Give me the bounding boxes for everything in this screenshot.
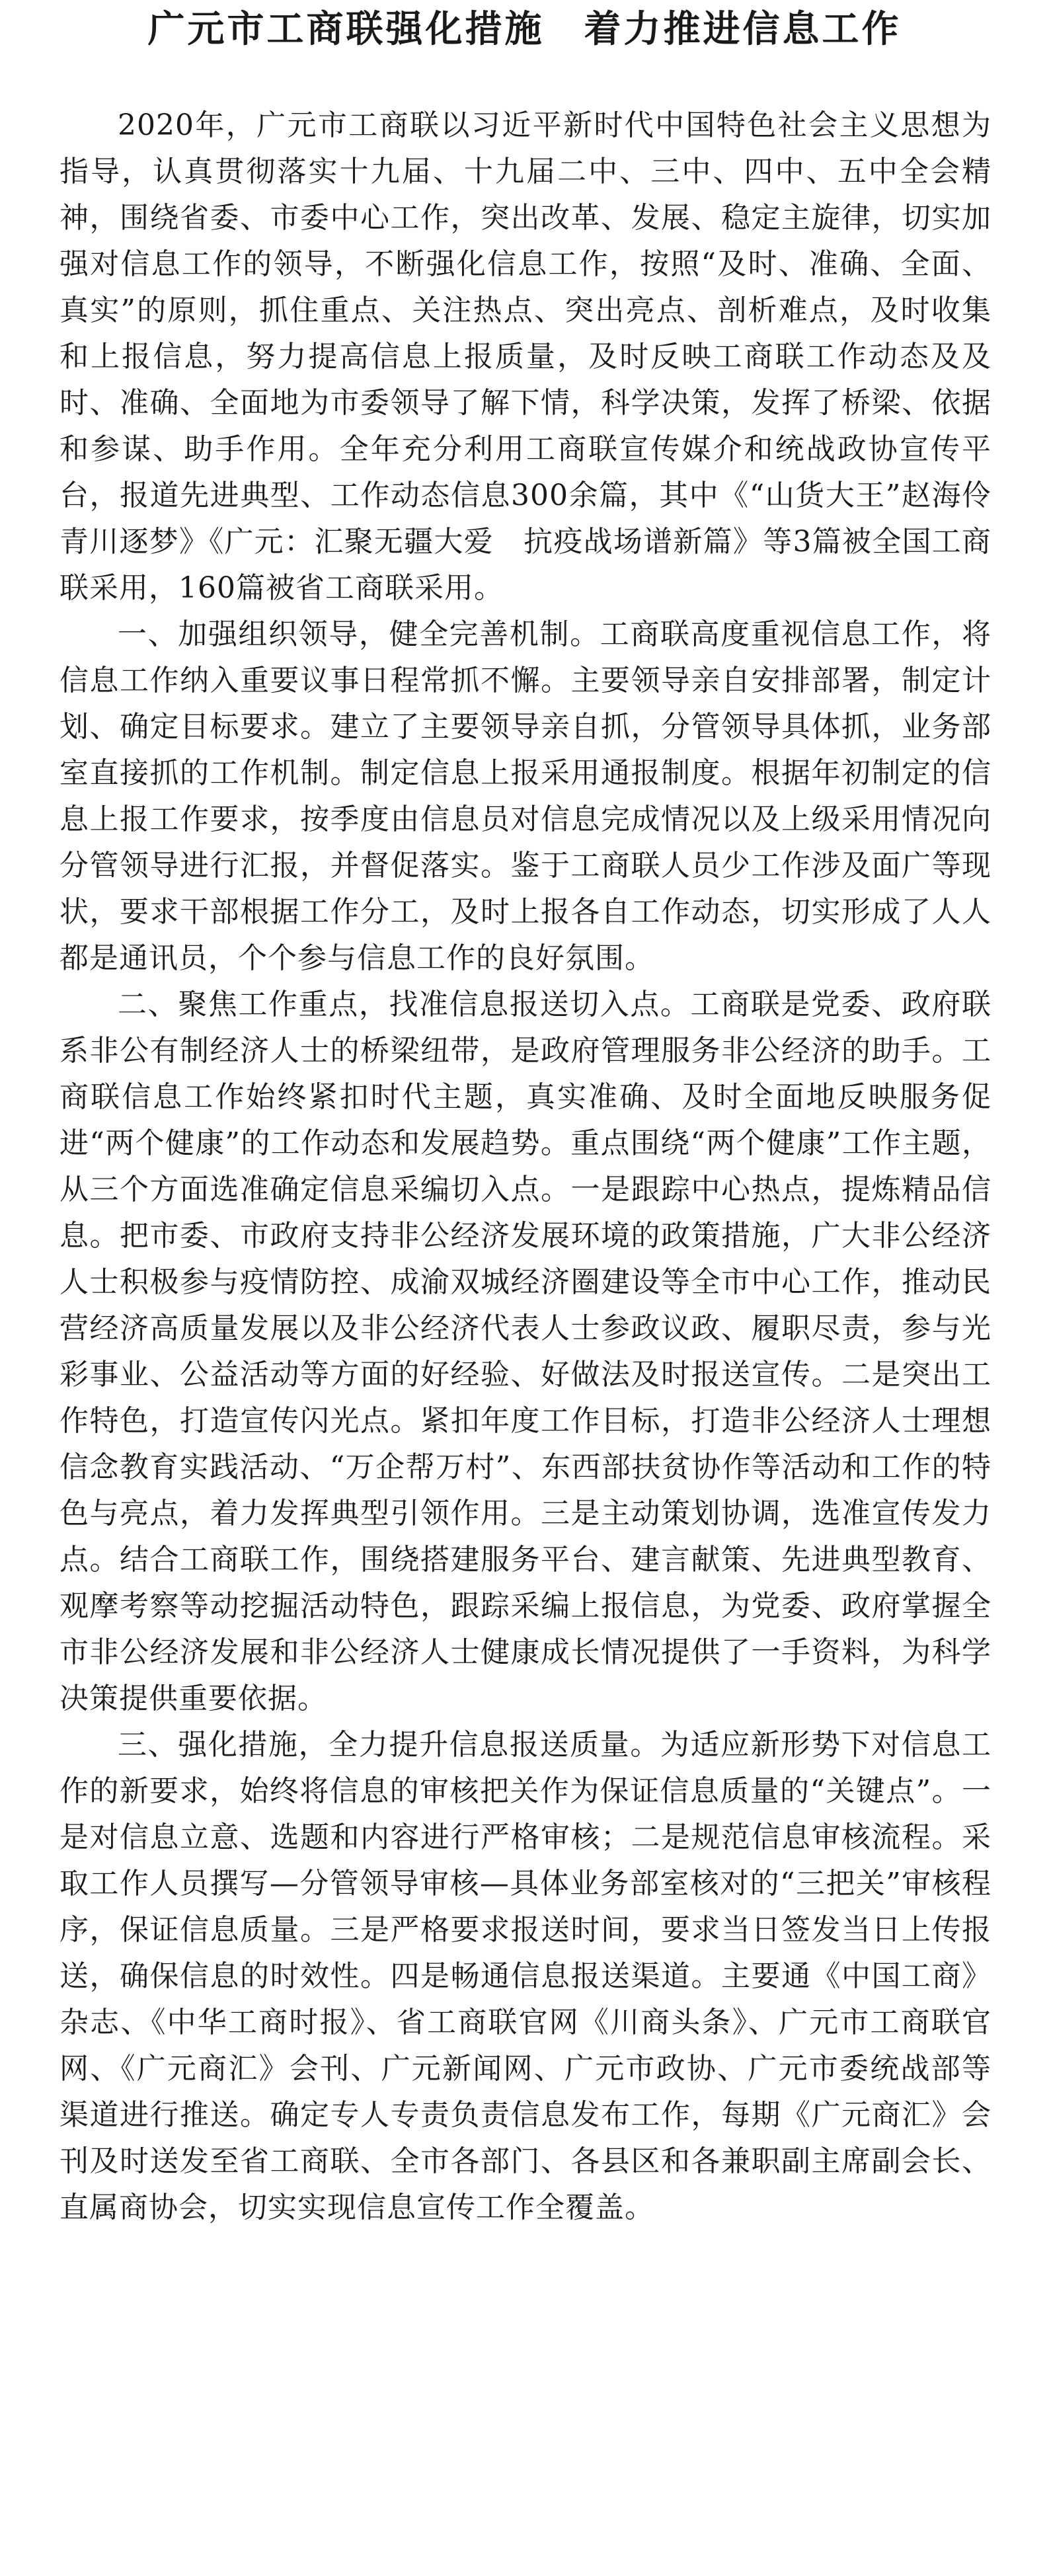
article-title: 广元市工商联强化措施 着力推进信息工作 — [147, 7, 902, 51]
paragraph-section-2: 二、聚焦工作重点，找准信息报送切入点。工商联是党委、政府联系非公有制经济人士的桥梁纽带，是政府管理服务非公经济的助手。工商联信息工作始终紧扣时代主题，真实准确、及时全面地反映服务促进“两个健康”的工作动态和发展趋势。重点围绕“两个健康”工作主题，从三个方面选准确定信息采编切入点。一是跟踪中心热点，提炼精品信息。把市委、市政府支持非公经济发展环境的政策措施，广大非公经济人士积极参与疫情防控、成渝双城经济圈建设等全市中心工作，推动民营经济高质量发展以及非公经济代表人士参政议政、履职尽责，参与光彩事业、公益活动等方面的好经验、好做法及时报送宣传。二是突出工作特色，打造宣传闪光点。紧扣年度工作目标，打造非公经济人士理想信念教育实践活动、“万企帮万村”、东西部扶贫协作等活动和工作的特色与亮点，着力发挥典型引领作用。三是主动策划协调，选准宣传发力点。结合工商联工作，围绕搭建服务平台、建言献策、先进典型教育、观摩考察等动挖掘活动特色，跟踪采编上报信息，为党委、政府掌握全市非公经济发展和非公经济人士健康成长情况提供了一手资料，为科学决策提供重要依据。 — [59, 988, 991, 1715]
paragraph-intro: 2020年，广元市工商联以习近平新时代中国特色社会主义思想为指导，认真贯彻落实十九届、十九届二中、三中、四中、五中全会精神，围绕省委、市委中心工作，突出改革、发展、稳定主旋律，切实加强对信息工作的领导，不断强化信息工作，按照“及时、准确、全面、真实”的原则，抓住重点、关注热点、突出亮点、剖析难点，及时收集和上报信息，努力提高信息上报质量，及时反映工商联工作动态及及时、准确、全面地为市委领导了解下情，科学决策，发挥了桥梁、依据和参谋、助手作用。全年充分利用工商联宣传媒介和统战政协宣传平台，报道先进典型、工作动态信息300余篇，其中《“山货大王”赵海伶青川逐梦》《广元：汇聚无疆大爱 抗疫战场谱新篇》等3篇被全国工商联采用，160篇被省工商联采用。 — [59, 108, 991, 605]
paragraph-section-1: 一、加强组织领导，健全完善机制。工商联高度重视信息工作，将信息工作纳入重要议事日程常抓不懈。主要领导亲自安排部署，制定计划、确定目标要求。建立了主要领导亲自抓，分管领导具体抓，业务部室直接抓的工作机制。制定信息上报采用通报制度。根据年初制定的信息上报工作要求，按季度由信息员对信息完成情况以及上级采用情况向分管领导进行汇报，并督促落实。鉴于工商联人员少工作涉及面广等现状，要求干部根据工作分工，及时上报各自工作动态，切实形成了人人都是通讯员，个个参与信息工作的良好氛围。 — [59, 617, 991, 975]
paragraph-section-3: 三、强化措施，全力提升信息报送质量。为适应新形势下对信息工作的新要求，始终将信息的审核把关作为保证信息质量的“关键点”。一是对信息立意、选题和内容进行严格审核；二是规范信息审核流程。采取工作人员撰写—分管领导审核—具体业务部室核对的“三把关”审核程序，保证信息质量。三是严格要求报送时间，要求当日签发当日上传报送，确保信息的时效性。四是畅通信息报送渠道。主要通《中国工商》杂志、《中华工商时报》、省工商联官网《川商头条》、广元市工商联官网、《广元商汇》会刊、广元新闻网、广元市政协、广元市委统战部等渠道进行推送。确定专人专责负责信息发布工作，每期《广元商汇》会刊及时送发至省工商联、全市各部门、各县区和各兼职副主席副会长、直属商协会，切实实现信息宣传工作全覆盖。 — [59, 1728, 991, 2224]
article-body — [59, 102, 991, 2231]
